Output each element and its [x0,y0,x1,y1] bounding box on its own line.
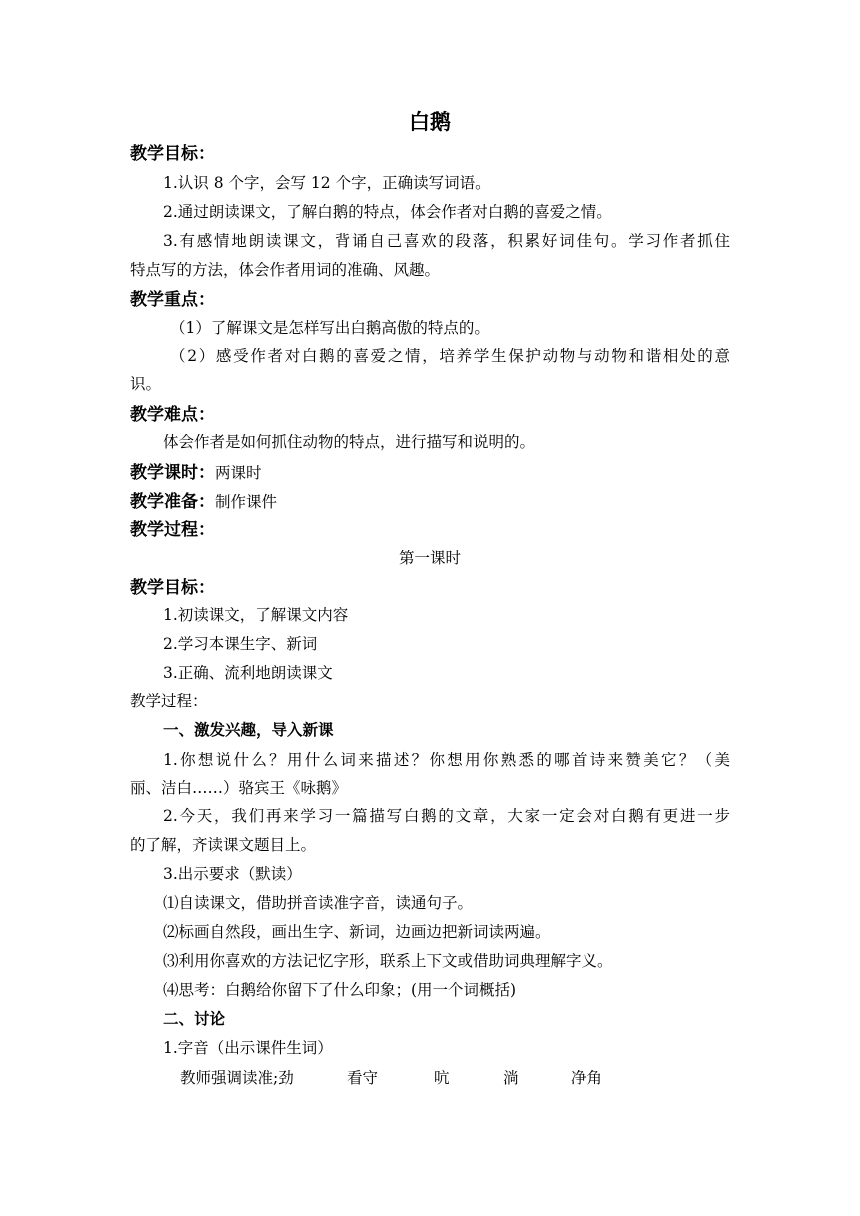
goal-line: 1.认识 8 个字，会写 12 个字，正确读写词语。 [163,174,491,192]
step-line: 1.字音（出示课件生词） [163,1039,333,1057]
step-line: ⑷思考：白鹅给你留下了什么印象；(用一个词概括) [163,981,517,999]
goal-line: 3.有感情地朗读课文，背诵自己喜欢的段落，积累好词佳句。学习作者抓住 [163,232,730,250]
difficulty-heading: 教学难点： [130,405,215,425]
key-point: 识。 [130,375,162,393]
process-heading: 教学过程： [130,520,215,540]
lesson-goal: 3.正确、流利地朗读课文 [163,664,333,682]
vocab-word: 净角 [571,1069,603,1087]
hours-value: 两课时 [215,464,262,482]
vocab-word: 淌 [503,1069,519,1087]
key-point: （2）感受作者对白鹅的喜爱之情，培养学生保护动物与动物和谐相处的意 [170,347,730,365]
vocab-word: 吭 [434,1069,450,1087]
step-line: 丽、洁白……）骆宾王《咏鹅》 [130,779,348,797]
prep-row [130,487,277,512]
step-line: ⑴自读课文，借助拼音读准字音，读通句子。 [163,894,474,912]
lesson-title: 第一课时 [398,549,461,567]
step-line: 2.今天，我们再来学习一篇描写白鹅的文章，大家一定会对白鹅有更进一步 [163,807,730,825]
key-point: （1）了解课文是怎样写出白鹅高傲的特点的。 [170,319,490,337]
section-heading: 二、讨论 [163,1010,226,1028]
lesson-goals-heading: 教学目标： [130,578,215,598]
step-line: ⑶利用你喜欢的方法记忆字形，联系上下文或借助词典理解字义。 [163,952,613,970]
step-line: 的了解，齐读课文题目上。 [130,836,317,854]
goal-line: 特点写的方法，体会作者用词的准确、风趣。 [130,261,441,279]
goal-line: 2.通过朗读课文，了解白鹅的特点，体会作者对白鹅的喜爱之情。 [163,203,612,221]
lesson-process-label: 教学过程： [130,692,208,710]
lesson-goal: 2.学习本课生字、新词 [163,635,318,653]
goals-heading: 教学目标： [130,144,215,164]
vocab-word: 看守 [347,1069,379,1087]
difficulty-text: 体会作者是如何抓住动物的特点，进行描写和说明的。 [163,433,536,451]
section-heading: 一、激发兴趣，导入新课 [163,721,334,739]
key-heading: 教学重点： [130,290,215,310]
prep-value: 制作课件 [215,493,278,511]
document-title: 白鹅 [409,110,451,134]
step-line: ⑵标画自然段，画出生字、新词，边画边把新词读两遍。 [163,923,551,941]
hours-heading: 教学课时： [130,463,215,483]
step-line: 1.你想说什么？用什么词来描述？你想用你熟悉的哪首诗来赞美它？（美 [163,751,730,769]
prep-heading: 教学准备： [130,492,215,512]
vocab-lead: 教师强调读准;劲 [180,1069,294,1087]
hours-row [130,458,262,483]
lesson-goal: 1.初读课文，了解课文内容 [163,606,349,624]
step-line: 3.出示要求（默读） [163,865,302,883]
vocab-row [0,1066,860,1090]
